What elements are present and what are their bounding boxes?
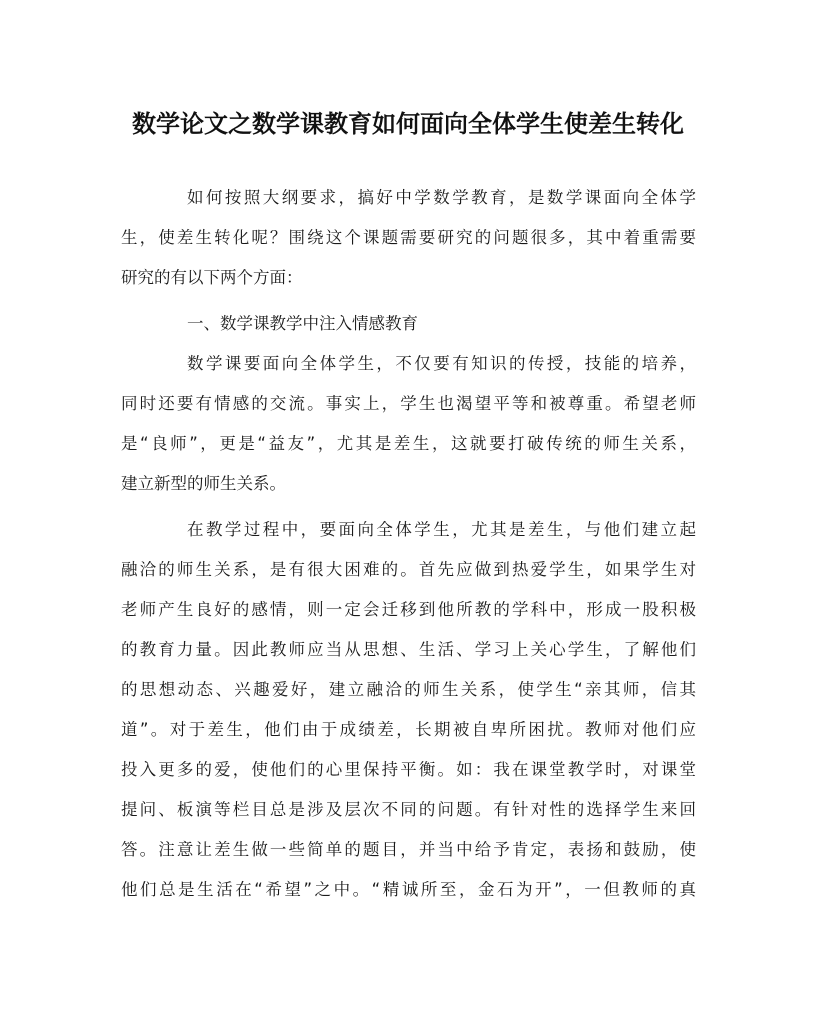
text-line: 是“良师”，更是“益友”，尤其是差生，这就要打破传统的师生关系， — [121, 434, 696, 453]
text-line: 提问、板演等栏目总是涉及层次不同的问题。有针对性的选择学生来回 — [121, 800, 696, 819]
text-line: 的思想动态、兴趣爱好，建立融洽的师生关系，使学生“亲其师，信其 — [121, 680, 696, 699]
text-line: 研究的有以下两个方面： — [121, 268, 303, 287]
text-line: 在教学过程中，要面向全体学生，尤其是差生，与他们建立起 — [187, 520, 696, 539]
text-line: 如何按照大纲要求，搞好中学数学教育，是数学课面向全体学 — [187, 188, 696, 207]
text-line: 投入更多的爱，使他们的心里保持平衡。如：我在课堂教学时，对课堂 — [121, 760, 696, 779]
paragraph-2 — [121, 510, 696, 910]
text-line: 道”。对于差生，他们由于成绩差，长期被自卑所困扰。教师对他们应 — [121, 720, 696, 739]
text-line: 的教育力量。因此教师应当从思想、生活、学习上关心学生，了解他们 — [121, 640, 696, 659]
text-line: 融洽的师生关系，是有很大困难的。首先应做到热爱学生，如果学生对 — [121, 560, 696, 579]
text-line: 建立新型的师生关系。 — [121, 474, 286, 493]
text-line: 一、数学课教学中注入情感教育 — [187, 314, 418, 333]
document-title: 数学论文之数学课教育如何面向全体学生使差生转化 — [132, 109, 684, 138]
section-heading — [121, 304, 696, 344]
text-line: 生，使差生转化呢？围绕这个课题需要研究的问题很多，其中着重需要 — [121, 228, 696, 247]
paragraph-1 — [121, 344, 696, 504]
text-line: 他们总是生活在“希望”之中。“精诚所至，金石为开”，一但教师的真 — [121, 880, 696, 899]
text-line: 答。注意让差生做一些简单的题目，并当中给予肯定，表扬和鼓励，使 — [121, 840, 696, 859]
text-line: 老师产生良好的感情，则一定会迁移到他所教的学科中，形成一股积极 — [121, 600, 696, 619]
paragraph-intro — [121, 178, 696, 298]
text-line: 同时还要有情感的交流。事实上，学生也渴望平等和被尊重。希望老师 — [121, 394, 696, 413]
text-line: 数学课要面向全体学生，不仅要有知识的传授，技能的培养， — [187, 354, 696, 373]
